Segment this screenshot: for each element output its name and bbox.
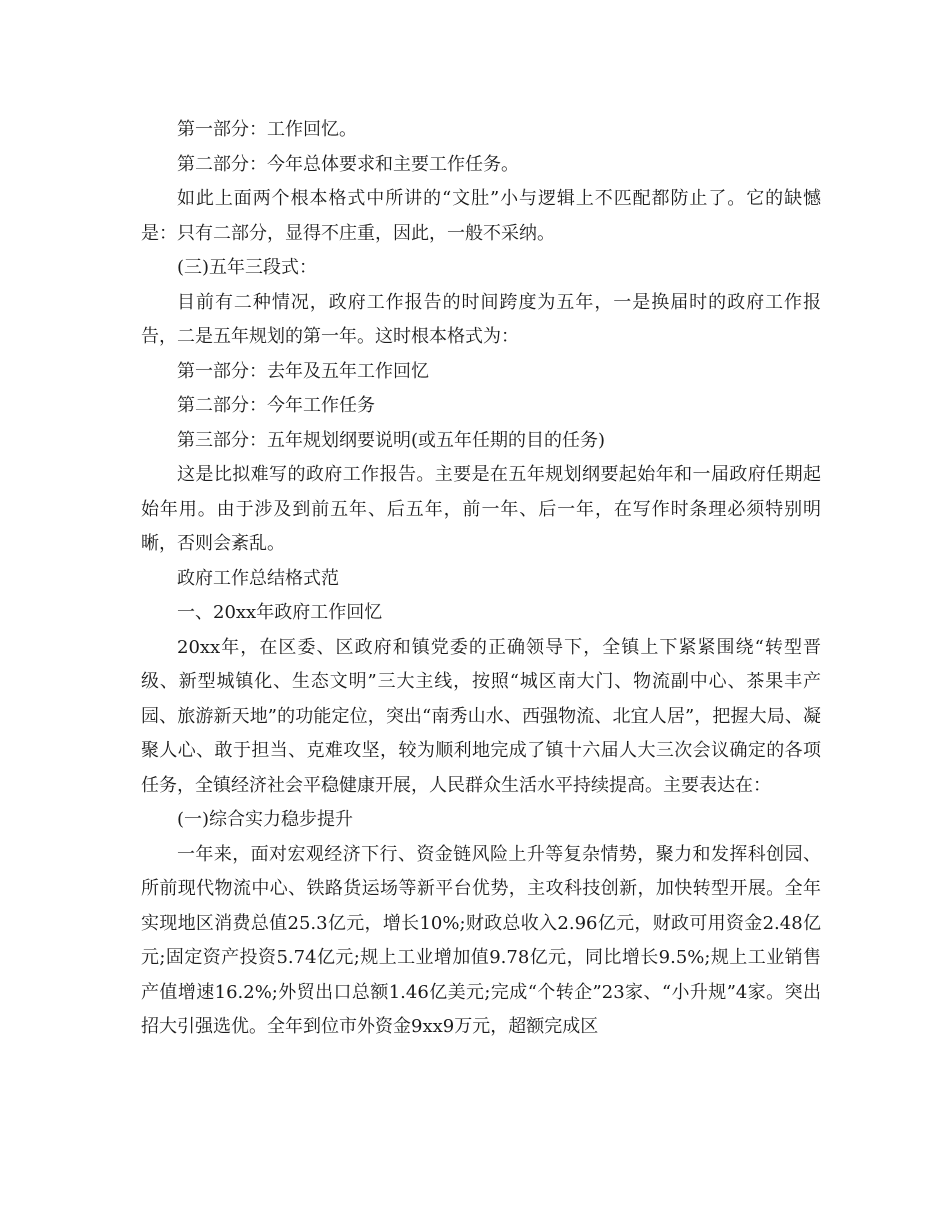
paragraph: 第三部分：五年规划纲要说明(或五年任期的目的任务) [177, 429, 606, 451]
paragraph: 第二部分：今年总体要求和主要工作任务。 [177, 153, 519, 175]
paragraph: 一年来，面对宏观经济下行、资金链风险上升等复杂情势，聚力和发挥科创园、所前现代物流中心、铁路货运场等新平台优势，主攻科技创新，加快转型开展。全年实现地区消费总值25.3亿元，增长10%;财政总收入2.96亿元，财政可用资金2.48亿元;固定资产投资5.74亿元;规上工业增加值9.78亿元，同比增长9.5%;规上工业销售产值增速16.2%;外贸出口总额1.46亿美元;完成“个转企”23家、“小升规”4家。突出招大引强选优。全年到位市外资金9xx9万元，超额完成区 [141, 843, 821, 1037]
section-heading: (一)综合实力稳步提升 [177, 809, 354, 830]
paragraph: 第一部分：工作回忆。 [177, 119, 357, 140]
paragraph: 这是比拟难写的政府工作报告。主要是在五年规划纲要起始年和一届政府任期起始年用。由于涉及到前五年、后五年，前一年、后一年，在写作时条理必须特别明晰，否则会紊乱。 [141, 464, 821, 554]
paragraph: 第一部分：去年及五年工作回忆 [177, 360, 429, 382]
paragraph: 如此上面两个根本格式中所讲的“文肚”小与逻辑上不匹配都防止了。它的缺憾是：只有二部分，显得不庄重，因此，一般不采纳。 [141, 188, 821, 244]
section-heading: (三)五年三段式： [177, 257, 318, 278]
paragraph: 20xx年，在区委、区政府和镇党委的正确领导下，全镇上下紧紧围绕“转型晋级、新型城镇化、生态文明”三大主线，按照“城区南大门、物流副中心、茶果丰产园、旅游新天地”的功能定位，突出“南秀山水、西强物流、北宜人居”，把握大局、凝聚人心、敢于担当、克难攻坚，较为顺利地完成了镇十六届人大三次会议确定的各项任务，全镇经济社会平稳健康开展，人民群众生活水平持续提高。主要表达在： [141, 636, 821, 796]
paragraph: 目前有二种情况，政府工作报告的时间跨度为五年，一是换届时的政府工作报告，二是五年规划的第一年。这时根本格式为： [141, 291, 821, 347]
paragraph: 第二部分：今年工作任务 [177, 395, 375, 416]
section-heading: 一、20xx年政府工作回忆 [177, 602, 383, 623]
document-body [141, 113, 821, 1045]
section-heading: 政府工作总结格式范 [177, 567, 339, 589]
